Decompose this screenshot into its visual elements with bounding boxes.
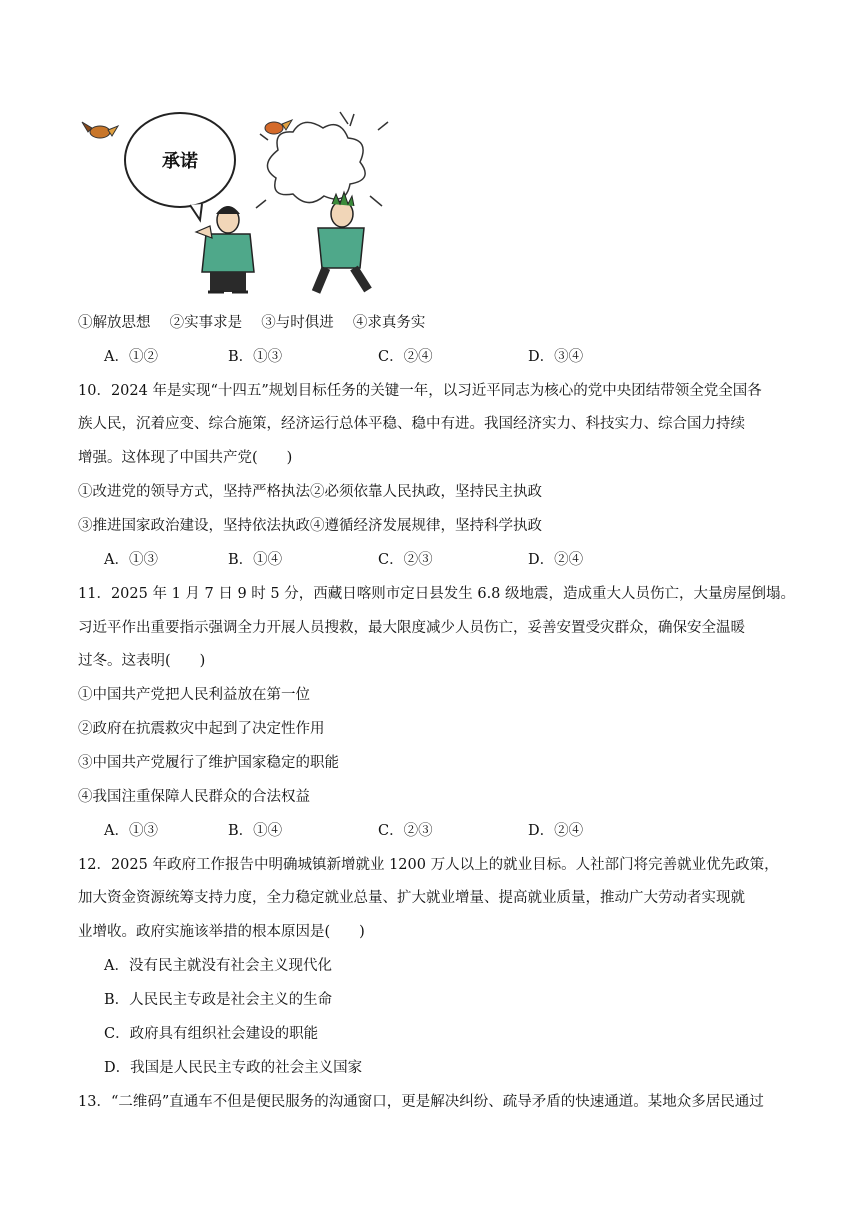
q11-option-b[interactable]: B．①④ <box>228 823 283 839</box>
q11-option-d[interactable]: D．②④ <box>528 823 584 839</box>
q12-stem-line-1: 12．2025 年政府工作报告中明确城镇新增就业 1200 万人以上的就业目标。人社部门将完善就业优先政策， <box>78 857 779 873</box>
q11-option-c[interactable]: C．②③ <box>378 823 433 839</box>
q12-stem-line-3: 业增收。政府实施该举措的根本原因是( ) <box>78 924 365 940</box>
q10-stem-line-2: 族人民，沉着应变、综合施策，经济运行总体平稳、稳中有进。我国经济实力、科技实力、综合国力持续 <box>78 416 745 432</box>
q10-option-a[interactable]: A．①③ <box>104 552 158 568</box>
q10-stem-line-1: 10．2024 年是实现“十四五”规划目标任务的关键一年，以习近平同志为核心的党中央团结带领全党全国各 <box>78 383 762 399</box>
bird-left-icon <box>82 122 118 138</box>
q10-statement-1: ①改进党的领导方式，坚持严格执法②必须依靠人民执政，坚持民主执政 <box>78 484 542 500</box>
q11-statement-3: ③中国共产党履行了维护国家稳定的职能 <box>78 755 339 771</box>
q11-stem-line-3: 过冬。这表明( ) <box>78 653 206 669</box>
q10-stem-line-3: 增强。这体现了中国共产党( ) <box>78 450 293 466</box>
q11-statement-2: ②政府在抗震救灾中起到了决定性作用 <box>78 721 325 737</box>
bubble-text: 承诺 <box>162 151 198 172</box>
q10-statement-2: ③推进国家政治建设，坚持依法执政④遵循经济发展规律，坚持科学执政 <box>78 518 542 534</box>
q11-stem-line-1: 11．2025 年 1 月 7 日 9 时 5 分，西藏日喀则市定日县发生 6.8 级地震，造成重大人员伤亡，大量房屋倒塌。 <box>78 586 796 602</box>
q12-option-d[interactable]: D．我国是人民民主专政的社会主义国家 <box>104 1060 363 1076</box>
q9-option-b[interactable]: B．①③ <box>228 349 283 365</box>
q9-option-d[interactable]: D．③④ <box>528 349 584 365</box>
q9-statements: ①解放思想 ②实事求是 ③与时俱进 ④求真务实 <box>78 315 426 331</box>
q12-option-b[interactable]: B．人民民主专政是社会主义的生命 <box>104 992 333 1008</box>
q12-option-c[interactable]: C．政府具有组织社会建设的职能 <box>104 1026 319 1042</box>
q9-option-c[interactable]: C．②④ <box>378 349 433 365</box>
q11-stem-line-2: 习近平作出重要指示强调全力开展人员搜救，最大限度减少人员伤亡，妥善安置受灾群众，确保安全温暖 <box>78 620 745 636</box>
q11-statement-1: ①中国共产党把人民利益放在第一位 <box>78 687 310 703</box>
cartoon-illustration <box>78 110 398 300</box>
q12-stem-line-2: 加大资金资源统筹支持力度，全力稳定就业总量、扩大就业增量、提高就业质量，推动广大劳动者实现就 <box>78 890 745 906</box>
q13-stem-line-1: 13．“二维码”直通车不但是便民服务的沟通窗口，更是解决纠纷、疏导矛盾的快速通道。某地众多居民通过 <box>78 1094 764 1110</box>
q10-option-b[interactable]: B．①④ <box>228 552 283 568</box>
q10-option-d[interactable]: D．②④ <box>528 552 584 568</box>
q10-option-c[interactable]: C．②③ <box>378 552 433 568</box>
man-running <box>316 192 368 292</box>
man-speaking <box>196 206 254 292</box>
q11-option-a[interactable]: A．①③ <box>104 823 158 839</box>
q12-option-a[interactable]: A．没有民主就没有社会主义现代化 <box>104 958 332 974</box>
q11-statement-4: ④我国注重保障人民群众的合法权益 <box>78 789 310 805</box>
q9-option-a[interactable]: A．①② <box>104 349 158 365</box>
